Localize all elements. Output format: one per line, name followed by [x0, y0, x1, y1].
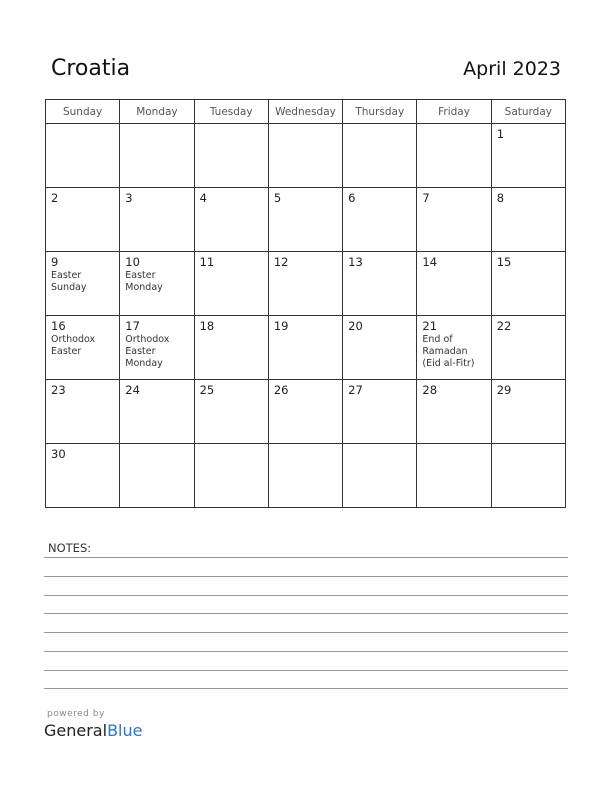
day-cell [120, 316, 194, 380]
day-number: 10 [125, 255, 140, 269]
day-cell [491, 124, 565, 188]
day-cell [46, 444, 120, 508]
note-line [44, 670, 568, 671]
weekday-sunday: Sunday [46, 100, 120, 124]
day-cell [194, 380, 268, 444]
note-line [44, 576, 568, 577]
day-number: 18 [199, 319, 215, 333]
day-cell [417, 252, 491, 316]
day-number: 11 [199, 255, 215, 269]
day-cell [194, 444, 268, 508]
day-cell [491, 188, 565, 252]
day-cell [268, 316, 342, 380]
day-cell [417, 380, 491, 444]
day-number: 21 [422, 319, 438, 333]
day-number: 1 [496, 127, 505, 141]
day-cell [194, 316, 268, 380]
weekday-saturday: Saturday [491, 100, 565, 124]
brand-blue: Blue [107, 721, 143, 740]
day-cell [120, 444, 194, 508]
day-number: 25 [199, 383, 215, 397]
day-number: 16 [51, 319, 66, 333]
week-row [46, 124, 566, 188]
note-line [44, 613, 568, 614]
day-number: 23 [51, 383, 66, 397]
day-cell [120, 124, 194, 188]
holiday-label: Orthodox Easter [51, 334, 96, 357]
day-number: 7 [422, 191, 430, 205]
holiday-label: Easter Monday [125, 270, 163, 293]
holiday-label: End of Ramadan (Eid al-Fitr) [422, 334, 475, 369]
day-number: 17 [125, 319, 140, 333]
week-row [46, 316, 566, 380]
day-cell [194, 252, 268, 316]
week-row [46, 444, 566, 508]
weekday-monday: Monday [120, 100, 194, 124]
day-number: 6 [348, 191, 356, 205]
day-cell [491, 444, 565, 508]
day-number: 29 [496, 383, 512, 397]
weekday-tuesday: Tuesday [194, 100, 268, 124]
day-number: 15 [496, 255, 512, 269]
note-line [44, 688, 568, 689]
day-cell [417, 316, 491, 380]
day-number: 12 [273, 255, 289, 269]
day-cell [194, 188, 268, 252]
day-cell [46, 124, 120, 188]
day-cell [46, 316, 120, 380]
day-cell [268, 380, 342, 444]
holiday-label: Orthodox Easter Monday [125, 334, 170, 369]
notes-label: NOTES: [48, 541, 92, 555]
weekday-header-row [46, 100, 566, 124]
day-number: 22 [496, 319, 512, 333]
day-cell [268, 252, 342, 316]
weekday-thursday: Thursday [343, 100, 417, 124]
note-line [44, 632, 568, 633]
day-number: 20 [348, 319, 363, 333]
day-cell [120, 380, 194, 444]
day-cell [343, 252, 417, 316]
day-cell [417, 188, 491, 252]
country-title: Croatia [51, 56, 131, 81]
note-line [44, 651, 568, 652]
day-number: 14 [422, 255, 438, 269]
day-cell [343, 188, 417, 252]
week-row [46, 188, 566, 252]
day-cell [268, 124, 342, 188]
day-number: 3 [125, 191, 133, 205]
brand-general: General [44, 721, 108, 740]
day-cell [417, 124, 491, 188]
calendar-grid [45, 99, 566, 508]
day-number: 13 [348, 255, 363, 269]
day-cell [46, 252, 120, 316]
holiday-label: Easter Sunday [51, 270, 87, 293]
day-cell [491, 316, 565, 380]
weekday-wednesday: Wednesday [268, 100, 342, 124]
day-cell [417, 444, 491, 508]
brand-logo[interactable] [44, 721, 142, 740]
day-cell [343, 444, 417, 508]
day-number: 24 [125, 383, 140, 397]
note-line [44, 557, 568, 558]
day-cell [194, 124, 268, 188]
day-number: 2 [51, 191, 59, 205]
week-row [46, 380, 566, 444]
day-cell [268, 444, 342, 508]
day-cell [268, 188, 342, 252]
note-line [44, 595, 568, 596]
day-number: 4 [199, 191, 207, 205]
day-number: 8 [496, 191, 505, 205]
day-number: 19 [273, 319, 289, 333]
day-number: 30 [51, 447, 66, 461]
day-cell [120, 188, 194, 252]
day-cell [46, 188, 120, 252]
day-cell [491, 252, 565, 316]
day-cell [46, 380, 120, 444]
weekday-friday: Friday [417, 100, 491, 124]
week-row [46, 252, 566, 316]
powered-by-text: powered by [47, 709, 105, 719]
day-number: 28 [422, 383, 438, 397]
day-number: 9 [51, 255, 59, 269]
day-cell [491, 380, 565, 444]
month-title: April 2023 [463, 58, 561, 80]
day-cell [343, 316, 417, 380]
day-cell [343, 124, 417, 188]
day-number: 5 [273, 191, 282, 205]
day-number: 27 [348, 383, 363, 397]
day-cell [343, 380, 417, 444]
day-cell [120, 252, 194, 316]
day-number: 26 [273, 383, 289, 397]
